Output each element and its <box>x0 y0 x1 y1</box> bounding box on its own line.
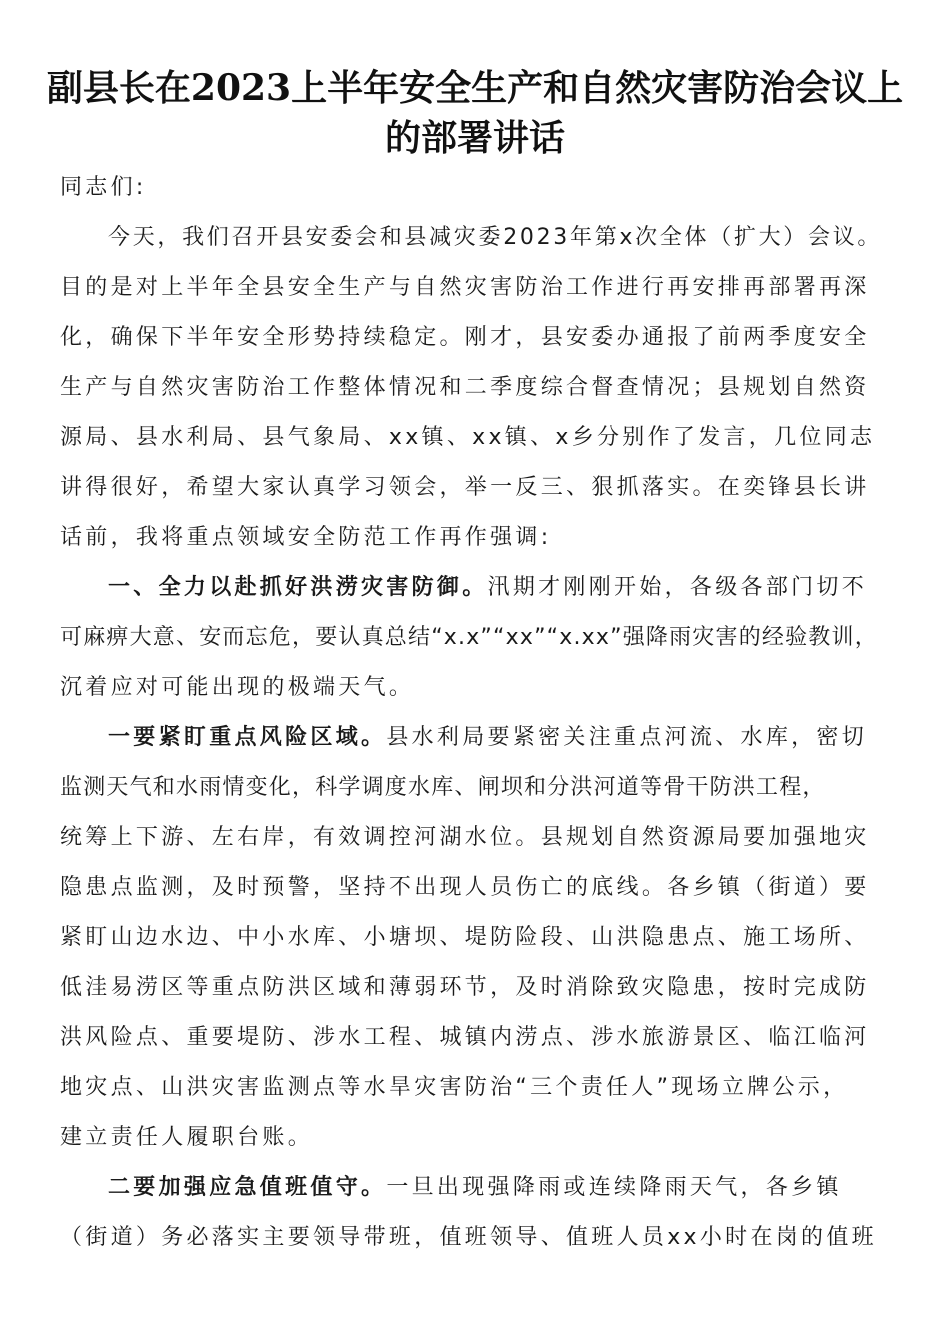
salutation: 同志们: <box>60 175 147 200</box>
paragraph-line: 目的是对上半年全县安全生产与自然灾害防治工作进行再安排再部署再深 <box>60 275 870 300</box>
paragraph-line: 建立责任人履职台账。 <box>60 1125 314 1150</box>
section-first-line <box>108 722 890 754</box>
paragraph-line: 监测天气和水雨情变化，科学调度水库、闸坝和分洪河道等骨干防洪工程， <box>60 775 826 800</box>
paragraph-line: 紧盯山边水边、中小水库、小塘坝、堤防险段、山洪隐患点、施工场所、 <box>60 925 870 950</box>
paragraph-line: 统筹上下游、左右岸，有效调控河湖水位。县规划自然资源局要加强地灾 <box>60 825 870 850</box>
paragraph-line: 沉着应对可能出现的极端天气。 <box>60 675 415 700</box>
section-heading: 一要紧盯重点风险区域。 <box>108 725 387 750</box>
section-text: 县水利局要紧密关注重点河流、水库，密切 <box>386 725 868 750</box>
paragraph-line: （街道）务必落实主要领导带班，值班领导、值班人员xx小时在岗的值班 <box>60 1225 877 1250</box>
section-first-line <box>108 1172 890 1204</box>
section-heading: 二要加强应急值班值守。 <box>108 1175 387 1200</box>
paragraph-line: 话前，我将重点领域安全防范工作再作强调: <box>60 525 552 550</box>
section-text: 一旦出现强降雨或连续降雨天气，各乡镇 <box>386 1175 842 1200</box>
section-heading: 一、全力以赴抓好洪涝灾害防御。 <box>108 575 488 600</box>
paragraph-line: 讲得很好，希望大家认真学习领会，举一反三、狠抓落实。在奕锋县长讲 <box>60 475 870 500</box>
paragraph-line: 今天，我们召开县安委会和县减灾委2023年第x次全体（扩大）会议。 <box>108 225 883 250</box>
paragraph-line: 低洼易涝区等重点防洪区域和薄弱环节，及时消除致灾隐患，按时完成防 <box>60 975 870 1000</box>
paragraph-line: 可麻痹大意、安而忘危，要认真总结“x.x”“xx”“x.xx”强降雨灾害的经验教训， <box>60 625 878 650</box>
section-first-line <box>108 572 890 604</box>
paragraph-line: 洪风险点、重要堤防、涉水工程、城镇内涝点、涉水旅游景区、临江临河 <box>60 1025 870 1050</box>
paragraph-line: 源局、县水利局、县气象局、xx镇、xx镇、x乡分别作了发言，几位同志 <box>60 425 876 450</box>
paragraph-line: 地灾点、山洪灾害监测点等水旱灾害防治“三个责任人”现场立牌公示， <box>60 1075 849 1100</box>
paragraph-line: 生产与自然灾害防治工作整体情况和二季度综合督查情况；县规划自然资 <box>60 375 870 400</box>
paragraph-line: 隐患点监测，及时预警，坚持不出现人员伤亡的底线。各乡镇（街道）要 <box>60 875 870 900</box>
paragraph-line: 化，确保下半年安全形势持续稳定。刚才，县安委办通报了前两季度安全 <box>60 325 870 350</box>
section-text: 汛期才刚刚开始，各级各部门切不 <box>487 575 868 600</box>
document-title: 副县长在2023上半年安全生产和自然灾害防治会议上 <box>46 67 904 109</box>
document-title-continued: 的部署讲话 <box>384 117 565 159</box>
